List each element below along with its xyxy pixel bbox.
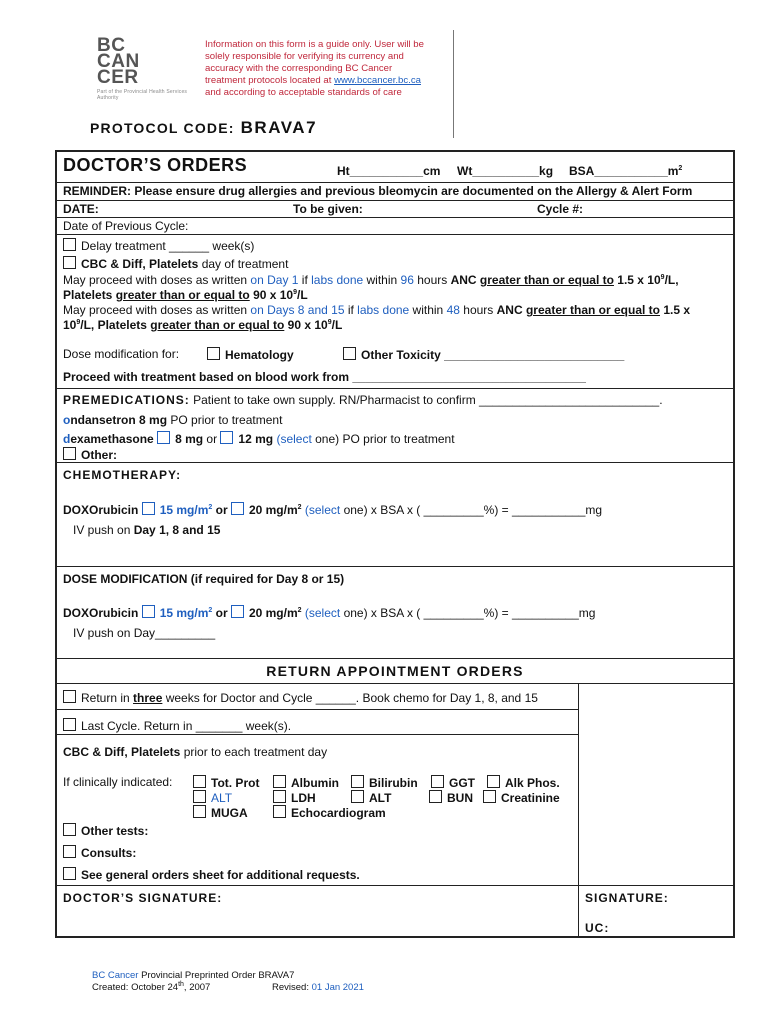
footer-created	[92, 982, 210, 994]
chemotherapy-title: CHEMOTHERAPY:	[63, 468, 182, 482]
cycle-field[interactable]: Cycle #:	[537, 202, 584, 216]
test-echocardiogram[interactable]	[273, 805, 386, 820]
text: Revised:	[272, 982, 312, 993]
premed-note: Patient to take own supply. RN/Pharmacist to confirm ___________________________.	[193, 393, 663, 407]
text: 10	[63, 318, 77, 332]
text: weeks for Doctor and Cycle ______. Book chemo for Day 1, 8, and 15	[162, 691, 538, 705]
disclaimer-line: accuracy with the corresponding BC Cancer	[205, 63, 393, 74]
header-divider	[453, 30, 454, 138]
to-be-given-field[interactable]: To be given:	[293, 202, 363, 216]
text: PO prior to treatment	[167, 413, 283, 427]
checkbox[interactable]	[487, 775, 500, 788]
sup: 2	[208, 607, 213, 614]
protocol-label: PROTOCOL CODE:	[90, 120, 235, 136]
ondansetron-line	[63, 413, 282, 427]
text: 48	[446, 303, 460, 317]
text: hours	[459, 303, 497, 317]
form-title: DOCTOR’S ORDERS	[63, 155, 248, 175]
date-field[interactable]: DATE:	[63, 202, 99, 216]
text: ALT	[211, 791, 233, 805]
divider	[57, 709, 578, 710]
text: ANC	[450, 273, 480, 287]
divider	[57, 566, 733, 567]
doctor-signature-field[interactable]: DOCTOR’S SIGNATURE:	[63, 891, 223, 905]
sup: 9	[327, 319, 332, 326]
bsa-sup: 2	[678, 165, 683, 172]
text: See general orders sheet for additional requests.	[81, 868, 360, 882]
text: hours	[413, 273, 451, 287]
uc-field[interactable]: UC:	[585, 921, 610, 935]
text: Creatinine	[501, 791, 560, 805]
text: Provincial Preprinted Order BRAVA7	[138, 970, 295, 981]
text: May proceed with doses as written	[63, 303, 251, 317]
orders-form	[55, 150, 735, 938]
divider	[57, 683, 733, 684]
text: /L,	[664, 273, 679, 287]
last-cycle-option[interactable]	[63, 718, 291, 733]
other-tests-option[interactable]	[63, 823, 148, 838]
divider	[57, 462, 733, 463]
hematology-option[interactable]	[207, 347, 294, 362]
text: greater than or equal to	[525, 303, 660, 317]
checkbox[interactable]	[63, 447, 76, 460]
proceed-bloodwork-field[interactable]: Proceed with treatment based on blood work from ___________________________________	[63, 370, 586, 384]
text: Alk Phos.	[505, 776, 560, 790]
cbc-rest: day of treatment	[198, 257, 289, 271]
checkbox[interactable]	[351, 775, 364, 788]
text: or	[212, 503, 231, 517]
text: greater than or equal to	[115, 288, 250, 302]
checkbox[interactable]	[193, 790, 206, 803]
text: labs done	[311, 273, 364, 287]
text: ALT	[369, 791, 392, 805]
text: Tot. Prot	[211, 776, 260, 790]
checkbox[interactable]	[273, 775, 286, 788]
text: MUGA	[211, 806, 248, 820]
checkbox[interactable]	[63, 256, 76, 269]
cbc-label: CBC & Diff, Platelets	[81, 257, 199, 271]
text: 96	[400, 273, 414, 287]
text: 20 mg/m	[248, 503, 298, 517]
general-orders-option[interactable]	[63, 867, 360, 882]
text: GGT	[449, 776, 475, 790]
logo-line-2: CAN	[97, 51, 140, 72]
text: BUN	[447, 791, 473, 805]
divider	[57, 658, 733, 659]
checkbox[interactable]	[273, 805, 286, 818]
sup: 2	[297, 607, 302, 614]
text: CBC & Diff, Platelets	[63, 745, 181, 759]
text: DOXOrubicin	[63, 606, 139, 620]
proceed-day8-line2	[63, 318, 342, 332]
checkbox[interactable]	[351, 790, 364, 803]
proceed-day8-line1	[63, 303, 690, 317]
text: 1.5 x	[660, 303, 691, 317]
test-alk-phos[interactable]	[487, 775, 560, 790]
logo-subtitle: Part of the Provincial Health Services Authority	[97, 89, 188, 101]
checkbox[interactable]	[63, 867, 76, 880]
text: Last Cycle. Return in _______ week(s).	[81, 719, 292, 733]
premed-other-option[interactable]	[63, 447, 117, 462]
logo-line-3: CER	[97, 67, 139, 88]
delay-label: Delay treatment ______ week(s)	[81, 239, 255, 253]
test-bilirubin[interactable]	[351, 775, 418, 790]
text: greater than or equal to	[479, 273, 614, 287]
test-creatinine[interactable]	[483, 790, 560, 805]
text: Hematology	[225, 348, 294, 362]
sup: th	[178, 980, 184, 988]
text: or	[203, 432, 221, 446]
dose-20-checkbox[interactable]	[231, 502, 244, 515]
text: labs done	[357, 303, 410, 317]
text: (select	[273, 432, 312, 446]
text: if	[344, 303, 358, 317]
test-alt-blue[interactable]	[193, 790, 232, 805]
text: May proceed with doses as written	[63, 273, 251, 287]
divider	[57, 885, 733, 886]
checkbox[interactable]	[63, 823, 76, 836]
divider	[57, 234, 733, 235]
text: , 2007	[183, 982, 211, 993]
text: Platelets	[63, 288, 116, 302]
test-muga[interactable]	[193, 805, 248, 820]
bsa-label: BSA___________m	[569, 164, 679, 178]
divider	[57, 734, 578, 735]
test-albumin[interactable]	[273, 775, 339, 790]
dex-8mg-checkbox[interactable]	[157, 431, 170, 444]
doxorubicin-order	[63, 502, 602, 517]
checkbox[interactable]	[63, 845, 76, 858]
text: /L, Platelets	[80, 318, 151, 332]
checkbox[interactable]	[63, 718, 76, 731]
text: /L	[331, 318, 343, 332]
other-toxicity-option[interactable]	[343, 347, 624, 362]
sup: 9	[293, 289, 298, 296]
text: BC Cancer	[92, 970, 139, 981]
bsa-field[interactable]	[569, 164, 682, 178]
return-in-option[interactable]	[63, 690, 538, 705]
dose-modification-for	[63, 347, 179, 361]
text: examethasone	[70, 432, 154, 446]
dose-modification-title: DOSE MODIFICATION (if required for Day 8 or 15)	[63, 572, 345, 586]
column-divider	[578, 683, 579, 936]
text: d	[63, 432, 71, 446]
mod-dose-15-checkbox[interactable]	[142, 605, 155, 618]
test-tot-prot[interactable]	[193, 775, 259, 790]
text: IV push on	[73, 523, 134, 537]
checkbox[interactable]	[273, 790, 286, 803]
weight-field[interactable]: Wt__________kg	[457, 164, 554, 178]
text: Return in	[81, 691, 134, 705]
dexamethasone-line	[63, 431, 455, 446]
text: Albumin	[291, 776, 339, 790]
divider	[57, 200, 733, 201]
text: 15 mg/m	[159, 606, 209, 620]
text: one) PO prior to treatment	[311, 432, 455, 446]
proceed-day1-line2	[63, 288, 308, 302]
checkbox[interactable]	[193, 805, 206, 818]
premed-title: PREMEDICATIONS:	[63, 393, 190, 407]
text: Dose modification for:	[63, 347, 180, 361]
divider	[57, 388, 733, 389]
text: 12 mg	[238, 432, 274, 446]
checkbox[interactable]	[431, 775, 444, 788]
disclaimer	[205, 39, 450, 99]
text: Other tests:	[81, 824, 149, 838]
text: on Days 8 and 15	[250, 303, 345, 317]
checkbox[interactable]	[207, 347, 220, 360]
sup: 9	[660, 274, 665, 281]
test-ggt[interactable]	[431, 775, 475, 790]
protocol-value: BRAVA7	[240, 118, 318, 137]
text: 90 x 10	[249, 288, 294, 302]
mod-dose-20-checkbox[interactable]	[231, 605, 244, 618]
consults-option[interactable]	[63, 845, 136, 860]
return-appointment-title: RETURN APPOINTMENT ORDERS	[266, 663, 524, 679]
checkbox[interactable]	[343, 347, 356, 360]
disclaimer-line: and according to acceptable standards of care	[205, 87, 402, 98]
height-field[interactable]: Ht___________cm	[337, 164, 441, 178]
mod-route-field[interactable]: IV push on Day_________	[73, 626, 216, 640]
disclaimer-line: Information on this form is a guide only. User will be	[205, 39, 424, 50]
test-alt[interactable]	[351, 790, 391, 805]
text: or	[212, 606, 231, 620]
text: Day 1, 8 and 15	[133, 523, 221, 537]
text: DOXOrubicin	[63, 503, 139, 517]
doxorubicin-mod-order	[63, 605, 595, 620]
dex-12mg-checkbox[interactable]	[220, 431, 233, 444]
footer-revised	[272, 982, 364, 994]
text: Other:	[81, 448, 117, 462]
premedications-header	[63, 393, 663, 407]
text: 1.5 x 10	[613, 273, 661, 287]
dose-15-checkbox[interactable]	[142, 502, 155, 515]
text: one) x BSA x ( _________%) = __________mg	[340, 606, 596, 620]
footer-order-line	[92, 970, 294, 982]
text: if	[298, 273, 312, 287]
text: one) x BSA x ( _________%) = ___________mg	[340, 503, 603, 517]
text: 15 mg/m	[159, 503, 209, 517]
cbc-option[interactable]	[63, 256, 288, 271]
cbc-prior-line	[63, 745, 327, 759]
text: Echocardiogram	[291, 806, 386, 820]
text: on Day 1	[250, 273, 299, 287]
divider	[57, 217, 733, 218]
text: three	[133, 691, 163, 705]
protocol-code	[90, 118, 317, 138]
text: 8 mg	[175, 432, 204, 446]
sup: 2	[208, 504, 213, 511]
checkbox[interactable]	[193, 775, 206, 788]
previous-cycle-field[interactable]: Date of Previous Cycle:	[63, 219, 189, 233]
divider	[57, 182, 733, 183]
bc-cancer-logo	[97, 35, 197, 101]
sup: 9	[76, 319, 81, 326]
clinically-indicated-label: If clinically indicated:	[63, 775, 173, 789]
text: Created: October 24	[92, 982, 179, 993]
checkbox[interactable]	[483, 790, 496, 803]
proceed-day1-line1	[63, 273, 679, 287]
test-bun[interactable]	[429, 790, 473, 805]
text: greater than or equal to	[150, 318, 285, 332]
delay-treatment-option[interactable]	[63, 238, 254, 253]
text: within	[363, 273, 401, 287]
text: 01 Jan 2021	[311, 982, 364, 993]
text: 20 mg/m	[248, 606, 298, 620]
text: o	[63, 413, 71, 427]
reminder: REMINDER: Please ensure drug allergies and previous bleomycin are documented on the Allergy & Alert Form	[63, 184, 693, 198]
text: ANC	[496, 303, 526, 317]
checkbox[interactable]	[429, 790, 442, 803]
checkbox[interactable]	[63, 690, 76, 703]
text: Bilirubin	[369, 776, 418, 790]
text: ndansetron 8 mg	[70, 413, 168, 427]
bccancer-link[interactable]: www.bccancer.bc.ca	[334, 75, 421, 86]
text: (select	[301, 503, 341, 517]
chemo-route	[73, 523, 220, 537]
test-ldh[interactable]	[273, 790, 316, 805]
text: /L	[297, 288, 308, 302]
text: Consults:	[81, 846, 137, 860]
disclaimer-text: treatment protocols located at	[205, 75, 335, 86]
text: prior to each treatment day	[180, 745, 328, 759]
checkbox[interactable]	[63, 238, 76, 251]
signature-field[interactable]: SIGNATURE:	[585, 891, 669, 905]
text: (select	[301, 606, 341, 620]
text: within	[409, 303, 447, 317]
text: Other Toxicity ___________________________	[361, 348, 625, 362]
disclaimer-line	[205, 75, 450, 87]
disclaimer-line: solely responsible for verifying its currency and	[205, 51, 404, 62]
sup: 2	[297, 504, 302, 511]
logo-line-1: BC	[97, 35, 126, 56]
text: 90 x 10	[284, 318, 328, 332]
text: LDH	[291, 791, 316, 805]
